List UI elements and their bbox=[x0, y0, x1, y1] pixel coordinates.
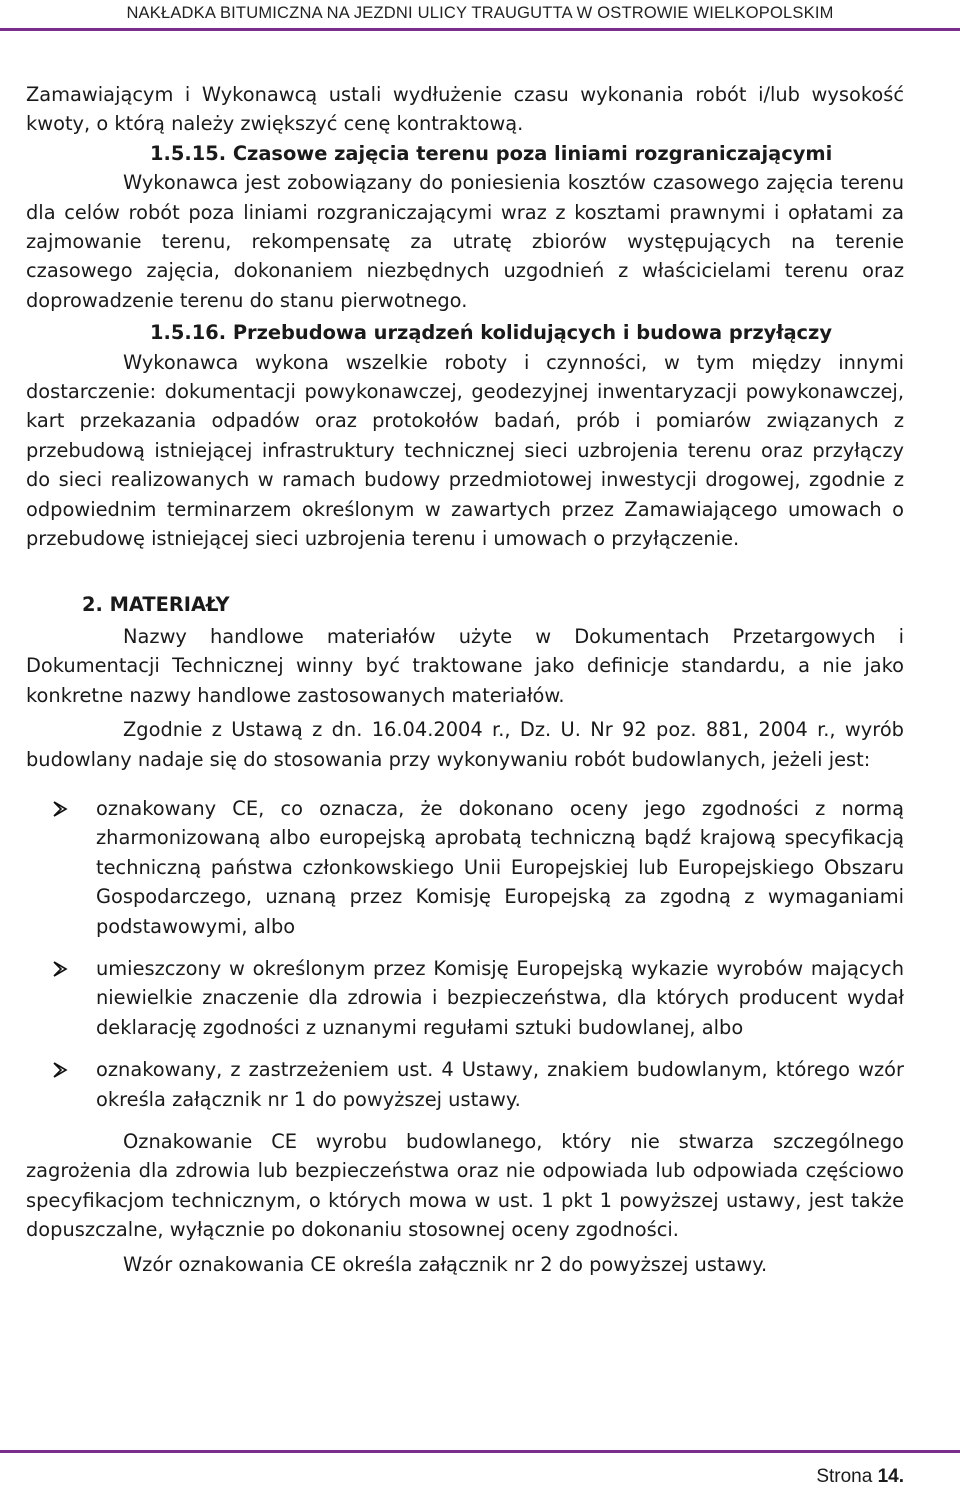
list-item bbox=[26, 794, 904, 941]
list-item bbox=[26, 1055, 904, 1114]
paragraph-2-trade-names: Nazwy handlowe materiałów użyte w Dokumentach Przetargowych i Dokumentacji Technicznej winny być traktowane jako definicje standardu, a nie jako konkretne nazwy handlowe zastosowanych materiałów. bbox=[26, 624, 904, 707]
list-item-text: umieszczony w określonym przez Komisję Europejską wykazie wyrobów mających niewielkie znaczenie dla zdrowia i bezpieczeństwa, dla których producent wydał deklarację zgodności z uznanymi regułami sztuki budowlanej, albo bbox=[96, 956, 904, 1039]
header-rule bbox=[0, 28, 960, 31]
list-item-text: oznakowany CE, co oznacza, że dokonano oceny jego zgodności z normą zharmonizowaną albo europejską aprobatą techniczną bądź krajową specyfikacją techniczną państwa członkowskiego Unii Europejskiej lub Europejskiego Obszaru Gospodarczego, uznaną przez Komisję Europejską za zgodną z wymaganiami podstawowymi, albo bbox=[96, 796, 904, 938]
arrow-bullet-icon bbox=[52, 1062, 68, 1078]
paragraph-2-law: Zgodnie z Ustawą z dn. 16.04.2004 r., Dz. U. Nr 92 poz. 881, 2004 r., wyrób budowlany nadaje się do stosowania przy wykonywaniu robót budowlanych, jeżeli jest: bbox=[26, 718, 904, 771]
page-label: Strona bbox=[816, 1466, 873, 1487]
conditions-list bbox=[26, 794, 904, 1114]
list-item bbox=[26, 954, 904, 1042]
paragraph-ce-marking: Oznakowanie CE wyrobu budowlanego, który nie stwarza szczególnego zagrożenia dla zdrowia lub bezpieczeństwa oraz nie odpowiada lub odpowiada częściowo specyfikacjom technicznym, o których mowa w ust. 1 pkt 1 powyższej ustawy, jest także dopuszczalne, wyłącznie po dokonaniu stosownej oceny zgodności. bbox=[26, 1130, 904, 1242]
paragraph-1-5-16: Wykonawca wykona wszelkie roboty i czynności, w tym między innymi dostarczenie: dokumentacji powykonawczej, geodezyjnej inwentaryzacji powykonawczej, kart przekazania odpadów oraz protokołów badań, prób i pomiarów związanych z przebudową istniejącej infrastruktury technicznej sieci uzbrojenia terenu oraz przyłączy do sieci realizowanych w ramach budowy przedmiotowej inwestycji drogowej, zgodnie z odpowiednim terminarzem określonym w zawartych przez Zamawiającego umowach o przebudowę istniejącej sieci uzbrojenia terenu i umowach o przyłączenie. bbox=[26, 350, 904, 551]
page-number-value: 14. bbox=[877, 1466, 904, 1487]
arrow-bullet-icon bbox=[52, 961, 68, 977]
section-heading-2-materialy: 2. MATERIAŁY bbox=[82, 592, 230, 616]
arrow-bullet-icon bbox=[52, 801, 68, 817]
paragraph-1-5-15: Wykonawca jest zobowiązany do poniesienia kosztów czasowego zajęcia terenu dla celów robót poza liniami rozgraniczającymi wraz z kosztami prawnymi i opłatami za zajmowanie terenu, rekompensatę za utratę zbiorów występujących na terenie czasowego zajęcia, dokonaniem niezbędnych uzgodnień z właścicielami terenu oraz doprowadzenie terenu do stanu pierwotnego. bbox=[26, 171, 904, 312]
footer-rule bbox=[0, 1450, 960, 1453]
page-header-title: NAKŁADKA BITUMICZNA NA JEZDNI ULICY TRAUGUTTA W OSTROWIE WIELKOPOLSKIM bbox=[126, 4, 834, 22]
page-number bbox=[816, 1465, 904, 1489]
list-item-text: oznakowany, z zastrzeżeniem ust. 4 Ustawy, znakiem budowlanym, którego wzór określa załącznik nr 1 do powyższej ustawy. bbox=[96, 1058, 904, 1111]
intro-paragraph: Zamawiającym i Wykonawcą ustali wydłużenie czasu wykonania robót i/lub wysokość kwoty, o którą należy zwiększyć cenę kontraktową. bbox=[26, 83, 904, 136]
paragraph-ce-template: Wzór oznakowania CE określa załącznik nr 2 do powyższej ustawy. bbox=[123, 1252, 768, 1276]
section-heading-1-5-15: 1.5.15. Czasowe zajęcia terenu poza liniami rozgraniczającymi bbox=[150, 141, 833, 165]
document-body bbox=[26, 80, 904, 1279]
section-heading-1-5-16: 1.5.16. Przebudowa urządzeń kolidujących i budowa przyłączy bbox=[150, 321, 832, 345]
